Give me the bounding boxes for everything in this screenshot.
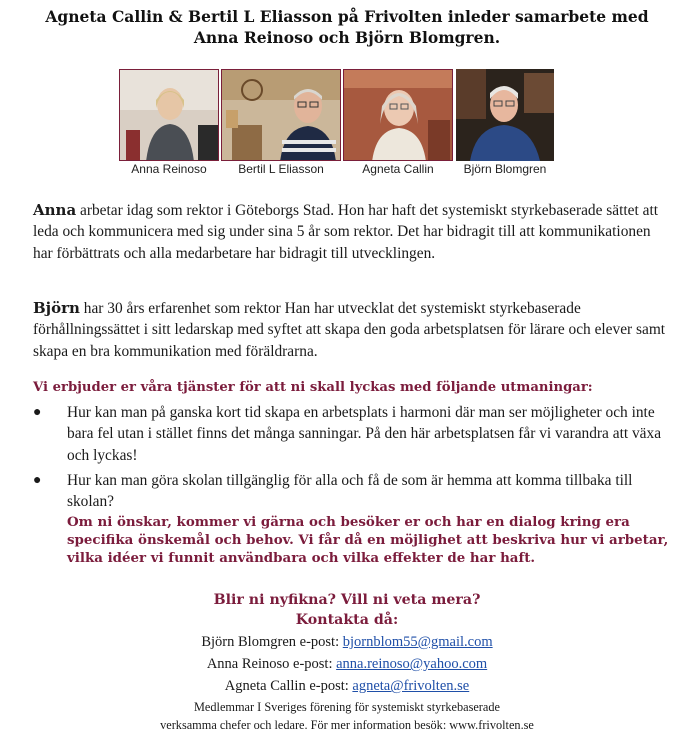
contact-label-anna: Anna Reinoso e-post: — [206, 656, 337, 672]
page-title — [0, 6, 694, 48]
bjorn-paragraph — [33, 298, 673, 362]
invitation-text: Om ni önskar, kommer vi gärna och besöker er och har en dialog kring era specifika önskemål och behov. Vi får då en möjlighet att beskriva hur vi arbetar, vilka idéer vi funnit användbara och vilka effekter de har haft. — [67, 514, 669, 566]
contact-label-bjorn: Björn Blomgren e-post: — [201, 634, 343, 650]
bullet-item-2 — [33, 470, 683, 513]
contact-heading: Kontakta då: — [295, 612, 399, 628]
bullet-icon: ● — [33, 405, 42, 420]
bjorn-text: har 30 års erfarenhet som rektor Han har utvecklat det systemiskt styrkebaserade förhållningssättet i sitt ledarskap med syftet att skapa den goda arbetsplatsen för lärare och elever samt skapa en bra kommunikation med föräldrarna. — [33, 300, 666, 360]
contact-entry-anna — [0, 656, 694, 673]
footer-line-2: verksamma chefer och ledare. För mer information besök: www.frivolten.se — [160, 718, 534, 732]
footer-line-1: Medlemmar I Sveriges förening för systemiskt styrkebaserade — [194, 700, 500, 714]
email-link-anna[interactable]: anna.reinoso@yahoo.com — [336, 656, 488, 672]
bullet-text-1: Hur kan man på ganska kort tid skapa en arbetsplats i harmoni där man ser möjligheter och inte bara fel utan i stället finns det många sanningar. På den här arbetsplatsen får vi varandra att växa och lyckas! — [67, 404, 662, 464]
anna-name: Anna — [33, 201, 77, 219]
contact-question: Blir ni nyfikna? Vill ni veta mera? — [213, 592, 481, 608]
title-line-1: Agneta Callin & Bertil L Eliasson på Frivolten inleder samarbete med — [45, 7, 649, 26]
bullet-text-2: Hur kan man göra skolan tillgänglig för alla och få de som är hemma att komma tillbaka till skolan? — [67, 472, 633, 511]
caption-bertil-eliasson: Bertil L Eliasson — [238, 162, 324, 176]
caption-agneta-callin: Agneta Callin — [362, 162, 434, 176]
anna-text: arbetar idag som rektor i Göteborgs Stad. Hon har haft det systemiskt styrkebaserade sättet att leda och kommunicera med sig under sina 5 år som rektor. Det har bidragit till att kommunikationen har förbättrats och alla medarbetare har bidragit till utvecklingen. — [33, 202, 659, 262]
bullet-icon: ● — [33, 473, 42, 488]
title-line-2: Anna Reinoso och Björn Blomgren. — [193, 28, 501, 47]
offer-heading: Vi erbjuder er våra tjänster för att ni skall lyckas med följande utmaningar: — [33, 380, 593, 395]
photo-bertil-eliasson — [221, 69, 341, 161]
contact-label-agneta: Agneta Callin e-post: — [224, 678, 353, 694]
photo-bjorn-blomgren — [456, 69, 554, 161]
email-link-agneta[interactable]: agneta@frivolten.se — [352, 678, 470, 694]
photo-agneta-callin — [343, 69, 453, 161]
bjorn-name: Björn — [33, 299, 80, 317]
bullet-item-1 — [33, 402, 683, 466]
photo-anna-reinoso — [119, 69, 219, 161]
caption-anna-reinoso: Anna Reinoso — [131, 162, 207, 176]
contact-entry-agneta — [0, 678, 694, 695]
email-link-bjorn[interactable]: bjornblom55@gmail.com — [342, 634, 493, 650]
contact-entry-bjorn — [0, 634, 694, 651]
caption-bjorn-blomgren: Björn Blomgren — [463, 162, 547, 176]
anna-paragraph — [33, 200, 673, 264]
